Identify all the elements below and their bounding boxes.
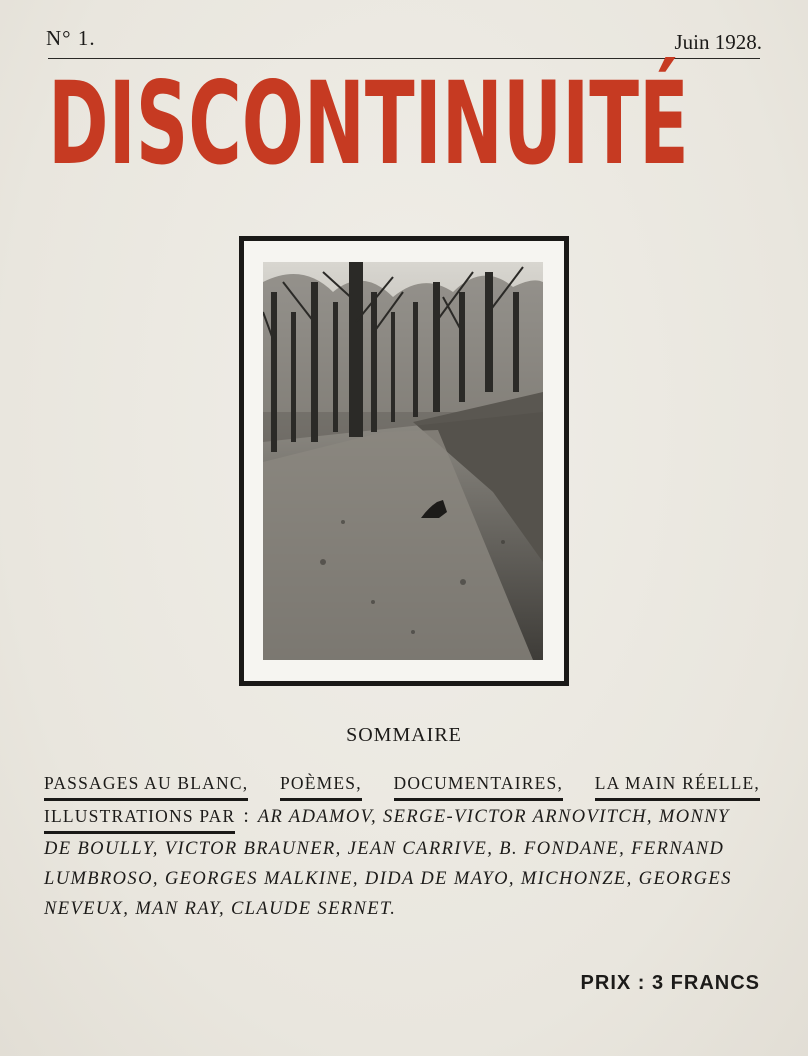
section-la-main-reelle: LA MAIN RÉELLE, [595, 768, 760, 801]
section-documentaires: DOCUMENTAIRES, [394, 768, 564, 801]
contents-line-3 [44, 834, 760, 864]
contents-line-5 [44, 894, 760, 924]
contributors-line-4: NEVEUX, MAN RAY, CLAUDE SERNET. [44, 899, 397, 919]
section-passages-au-blanc: PASSAGES AU BLANC, [44, 768, 248, 801]
contributors-line-2: DE BOULLY, VICTOR BRAUNER, JEAN CARRIVE, B. FONDANE, FERNAND [44, 839, 725, 859]
illustrations-label: ILLUSTRATIONS PAR [44, 801, 235, 834]
price-label: PRIX : 3 FRANCS [580, 972, 760, 994]
illustrations-separator: : [243, 806, 250, 827]
photo-woodland-path-with-shoe [263, 262, 543, 660]
section-poemes: POÈMES, [280, 768, 362, 801]
contributors-line-3: LUMBROSO, GEORGES MALKINE, DIDA DE MAYO, MICHONZE, GEORGES [44, 869, 732, 889]
contributors-line-1 [258, 802, 760, 832]
cover-photograph [263, 262, 543, 660]
contents-line-illustrations [44, 801, 760, 834]
issue-date: Juin 1928. [674, 30, 762, 54]
contents-line-4 [44, 864, 760, 894]
issue-number: N° 1. [46, 26, 96, 50]
contents-line-sections [44, 768, 760, 801]
table-of-contents [44, 768, 760, 924]
sommaire-heading: SOMMAIRE [346, 724, 462, 746]
magazine-title: DISCONTINUITÉ [48, 57, 689, 190]
contributors-names-1: AR ADAMOV, SERGE-VICTOR ARNOVITCH, MONNY [257, 807, 730, 827]
